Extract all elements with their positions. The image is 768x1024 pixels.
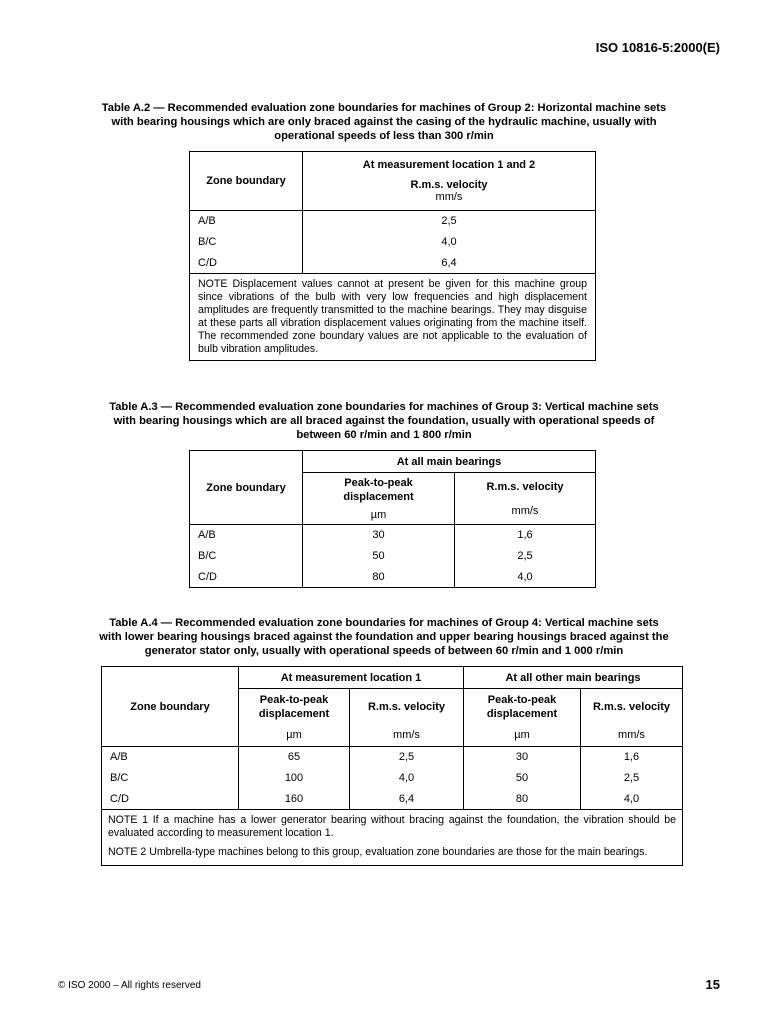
value-cell: 4,0 [441, 236, 457, 248]
caption-line: Table A.3 — Recommended evaluation zone boundaries for machines of Group 3: Vertical machine sets [109, 401, 659, 413]
table-row [190, 232, 596, 253]
velocity-cell: 1,6 [517, 529, 533, 542]
displacement-header-line: displacement [343, 490, 414, 503]
displacement-unit: µm [464, 725, 581, 747]
velocity-unit: mm/s [511, 504, 539, 517]
table-a4-caption [40, 616, 728, 658]
note-2: NOTE 2 Umbrella-type machines belong to this group, evaluation zone boundaries are those for the main bearings. [108, 846, 648, 858]
velocity-header: R.m.s. velocity [592, 700, 671, 713]
table-note: NOTE Displacement values cannot at present be given for this machine group since vibrations of the bulb with very low frequencies and high displacement amplitudes are frequently transmitted to the machine bearings. They may disguise at these parts all vibration displacement values originating from the machine itself. The recommended zone boundary values are not applicable to the evaluation of bulb vibration amplitudes. [190, 274, 596, 361]
velocity-cell: 2,5 [517, 550, 533, 562]
group1-header: At measurement location 1 [239, 667, 464, 689]
displacement-unit: µm [239, 725, 350, 747]
table-row [190, 253, 596, 274]
value-cell: 6,4 [441, 256, 457, 269]
displacement-header-cell [303, 473, 455, 525]
group-header: At all main bearings [303, 451, 596, 473]
displacement-cell: 50 [464, 768, 581, 789]
velocity-cell: 4,0 [517, 570, 533, 583]
caption-line: operational speeds of less than 300 r/min [274, 130, 494, 142]
zone-cell: A/B [190, 211, 303, 232]
copyright: © ISO 2000 – All rights reserved [58, 980, 201, 991]
table-a2 [189, 151, 596, 361]
zone-cell: C/D [190, 567, 303, 588]
table-row [190, 211, 596, 232]
table-row [102, 768, 683, 789]
velocity-header: R.m.s. velocity [350, 689, 464, 725]
velocity-cell: 2,5 [623, 772, 640, 784]
caption-line: with bearing housings which are all braced against the foundation, usually with operational speeds of [113, 415, 655, 427]
caption-line: with bearing housings which are only braced against the casing of the hydraulic machine, usually with [111, 116, 657, 128]
velocity-header-cell [455, 473, 596, 525]
zone-boundary-header: Zone boundary [190, 451, 303, 525]
zone-cell: C/D [102, 789, 239, 810]
displacement-header-line: displacement [486, 707, 558, 720]
displacement-cell: 80 [303, 567, 455, 588]
table-row [190, 546, 596, 567]
caption-line: Table A.4 — Recommended evaluation zone boundaries for machines of Group 4: Vertical machine sets [109, 617, 659, 629]
zone-boundary-header: Zone boundary [190, 152, 303, 211]
zone-cell: B/C [102, 768, 239, 789]
displacement-header-cell [464, 689, 581, 725]
value-cell: 2,5 [441, 215, 457, 228]
velocity-unit: mm/s [581, 725, 683, 747]
velocity-unit: mm/s [435, 191, 463, 203]
document-id: ISO 10816-5:2000(E) [595, 40, 720, 55]
velocity-cell: 2,5 [350, 747, 464, 768]
table-row [102, 747, 683, 768]
displacement-cell: 100 [239, 768, 350, 789]
group2-header: At all other main bearings [464, 667, 683, 689]
displacement-cell: 65 [239, 747, 350, 768]
velocity-header: R.m.s. velocity [486, 480, 564, 493]
displacement-cell: 80 [464, 789, 581, 810]
caption-line: with lower bearing housings braced against the foundation and upper bearing housings braced against the [99, 631, 669, 643]
location-header: At measurement location 1 and 2 [362, 159, 536, 171]
displacement-unit: µm [370, 508, 387, 521]
displacement-header-cell [239, 689, 350, 725]
zone-cell: B/C [190, 546, 303, 567]
displacement-cell: 30 [464, 747, 581, 768]
displacement-cell: 50 [303, 546, 455, 567]
table-a3-caption [40, 400, 728, 442]
table-row [190, 525, 596, 546]
zone-cell: C/D [190, 253, 303, 274]
location-header-cell [303, 152, 596, 211]
velocity-unit: mm/s [350, 725, 464, 747]
table-row [102, 789, 683, 810]
displacement-header-line: Peak-to-peak [487, 693, 557, 706]
caption-line: between 60 r/min and 1 800 r/min [296, 429, 472, 441]
displacement-header-line: displacement [258, 707, 330, 720]
table-row [190, 567, 596, 588]
displacement-cell: 30 [303, 525, 455, 546]
table-a3 [189, 450, 596, 588]
note-1: NOTE 1 If a machine has a lower generator bearing without bracing against the foundation, the vibration should be evaluated according to measurement location 1. [108, 814, 676, 839]
zone-cell: A/B [190, 525, 303, 546]
caption-line: generator stator only, usually with operational speeds of between 60 r/min and 1 000 r/min [144, 645, 624, 657]
velocity-cell: 4,0 [350, 768, 464, 789]
caption-line: Table A.2 — Recommended evaluation zone boundaries for machines of Group 2: Horizontal machine sets [101, 102, 667, 114]
table-a4 [101, 666, 683, 866]
table-a2-caption [40, 101, 728, 143]
velocity-cell: 6,4 [350, 789, 464, 810]
zone-cell: A/B [102, 747, 239, 768]
displacement-header-line: Peak-to-peak [344, 476, 413, 489]
page-number: 15 [705, 977, 720, 992]
displacement-cell: 160 [239, 789, 350, 810]
velocity-cell: 1,6 [623, 751, 640, 764]
displacement-header-line: Peak-to-peak [259, 693, 329, 706]
zone-cell: B/C [190, 232, 303, 253]
table-notes [102, 810, 683, 866]
velocity-header: R.m.s. velocity [410, 179, 488, 191]
zone-boundary-header: Zone boundary [102, 667, 239, 747]
velocity-cell: 4,0 [623, 792, 640, 805]
